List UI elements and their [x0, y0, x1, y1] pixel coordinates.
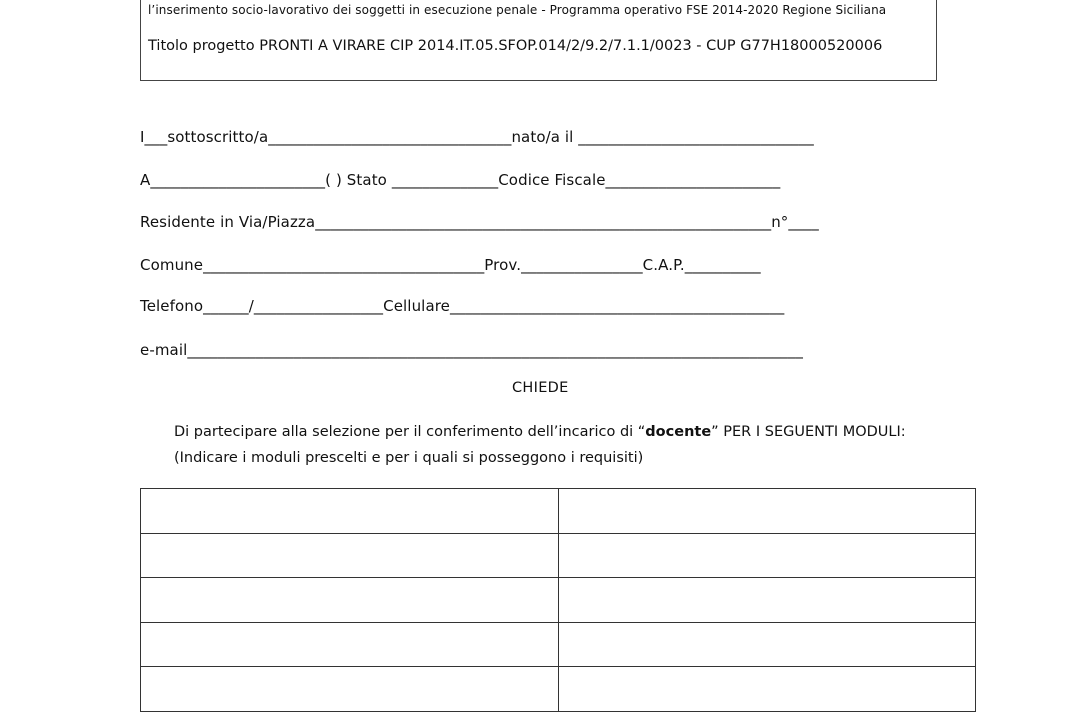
table-row: [141, 667, 976, 712]
module-cell[interactable]: [141, 533, 559, 578]
field-name-birth[interactable]: I___sottoscritto/a________________________________nato/a il _______________________________: [140, 128, 814, 146]
module-cell[interactable]: [141, 578, 559, 623]
module-cell[interactable]: [141, 622, 559, 667]
section-heading-chiede: CHIEDE: [512, 380, 569, 396]
request-text-pre: Di partecipare alla selezione per il conferimento dell’incarico di “: [174, 424, 646, 440]
module-cell[interactable]: [141, 489, 559, 534]
module-cell[interactable]: [558, 578, 976, 623]
table-row: [141, 578, 976, 623]
request-text-bold: docente: [645, 424, 712, 440]
field-birthplace-fiscal-code[interactable]: A_______________________( ) Stato ______________Codice Fiscale_______________________: [140, 171, 781, 189]
request-paragraph: [174, 424, 906, 440]
module-cell[interactable]: [558, 489, 976, 534]
table-row: [141, 622, 976, 667]
field-city-province-cap[interactable]: Comune_____________________________________Prov.________________C.A.P.__________: [140, 256, 761, 274]
module-cell[interactable]: [141, 667, 559, 712]
field-email[interactable]: e-mail_________________________________________________________________________________: [140, 341, 803, 359]
table-row: [141, 533, 976, 578]
request-text-post: ” PER I SEGUENTI MODULI:: [711, 424, 906, 440]
table-row: [141, 489, 976, 534]
field-address[interactable]: Residente in Via/Piazza____________________________________________________________n°____: [140, 213, 819, 231]
project-title: Titolo progetto PRONTI A VIRARE CIP 2014.IT.05.SFOP.014/2/9.2/7.1.1/0023 - CUP G77H18000520006: [148, 38, 883, 54]
field-phone[interactable]: Telefono______/_________________Cellulare____________________________________________: [140, 297, 785, 315]
module-cell[interactable]: [558, 622, 976, 667]
module-cell[interactable]: [558, 533, 976, 578]
modules-table: [140, 488, 976, 712]
program-description: l’inserimento socio-lavorativo dei soggetti in esecuzione penale - Programma operativo FSE 2014-2020 Regione Siciliana: [148, 3, 887, 17]
request-instructions: (Indicare i moduli prescelti e per i quali si posseggono i requisiti): [174, 450, 644, 466]
module-cell[interactable]: [558, 667, 976, 712]
